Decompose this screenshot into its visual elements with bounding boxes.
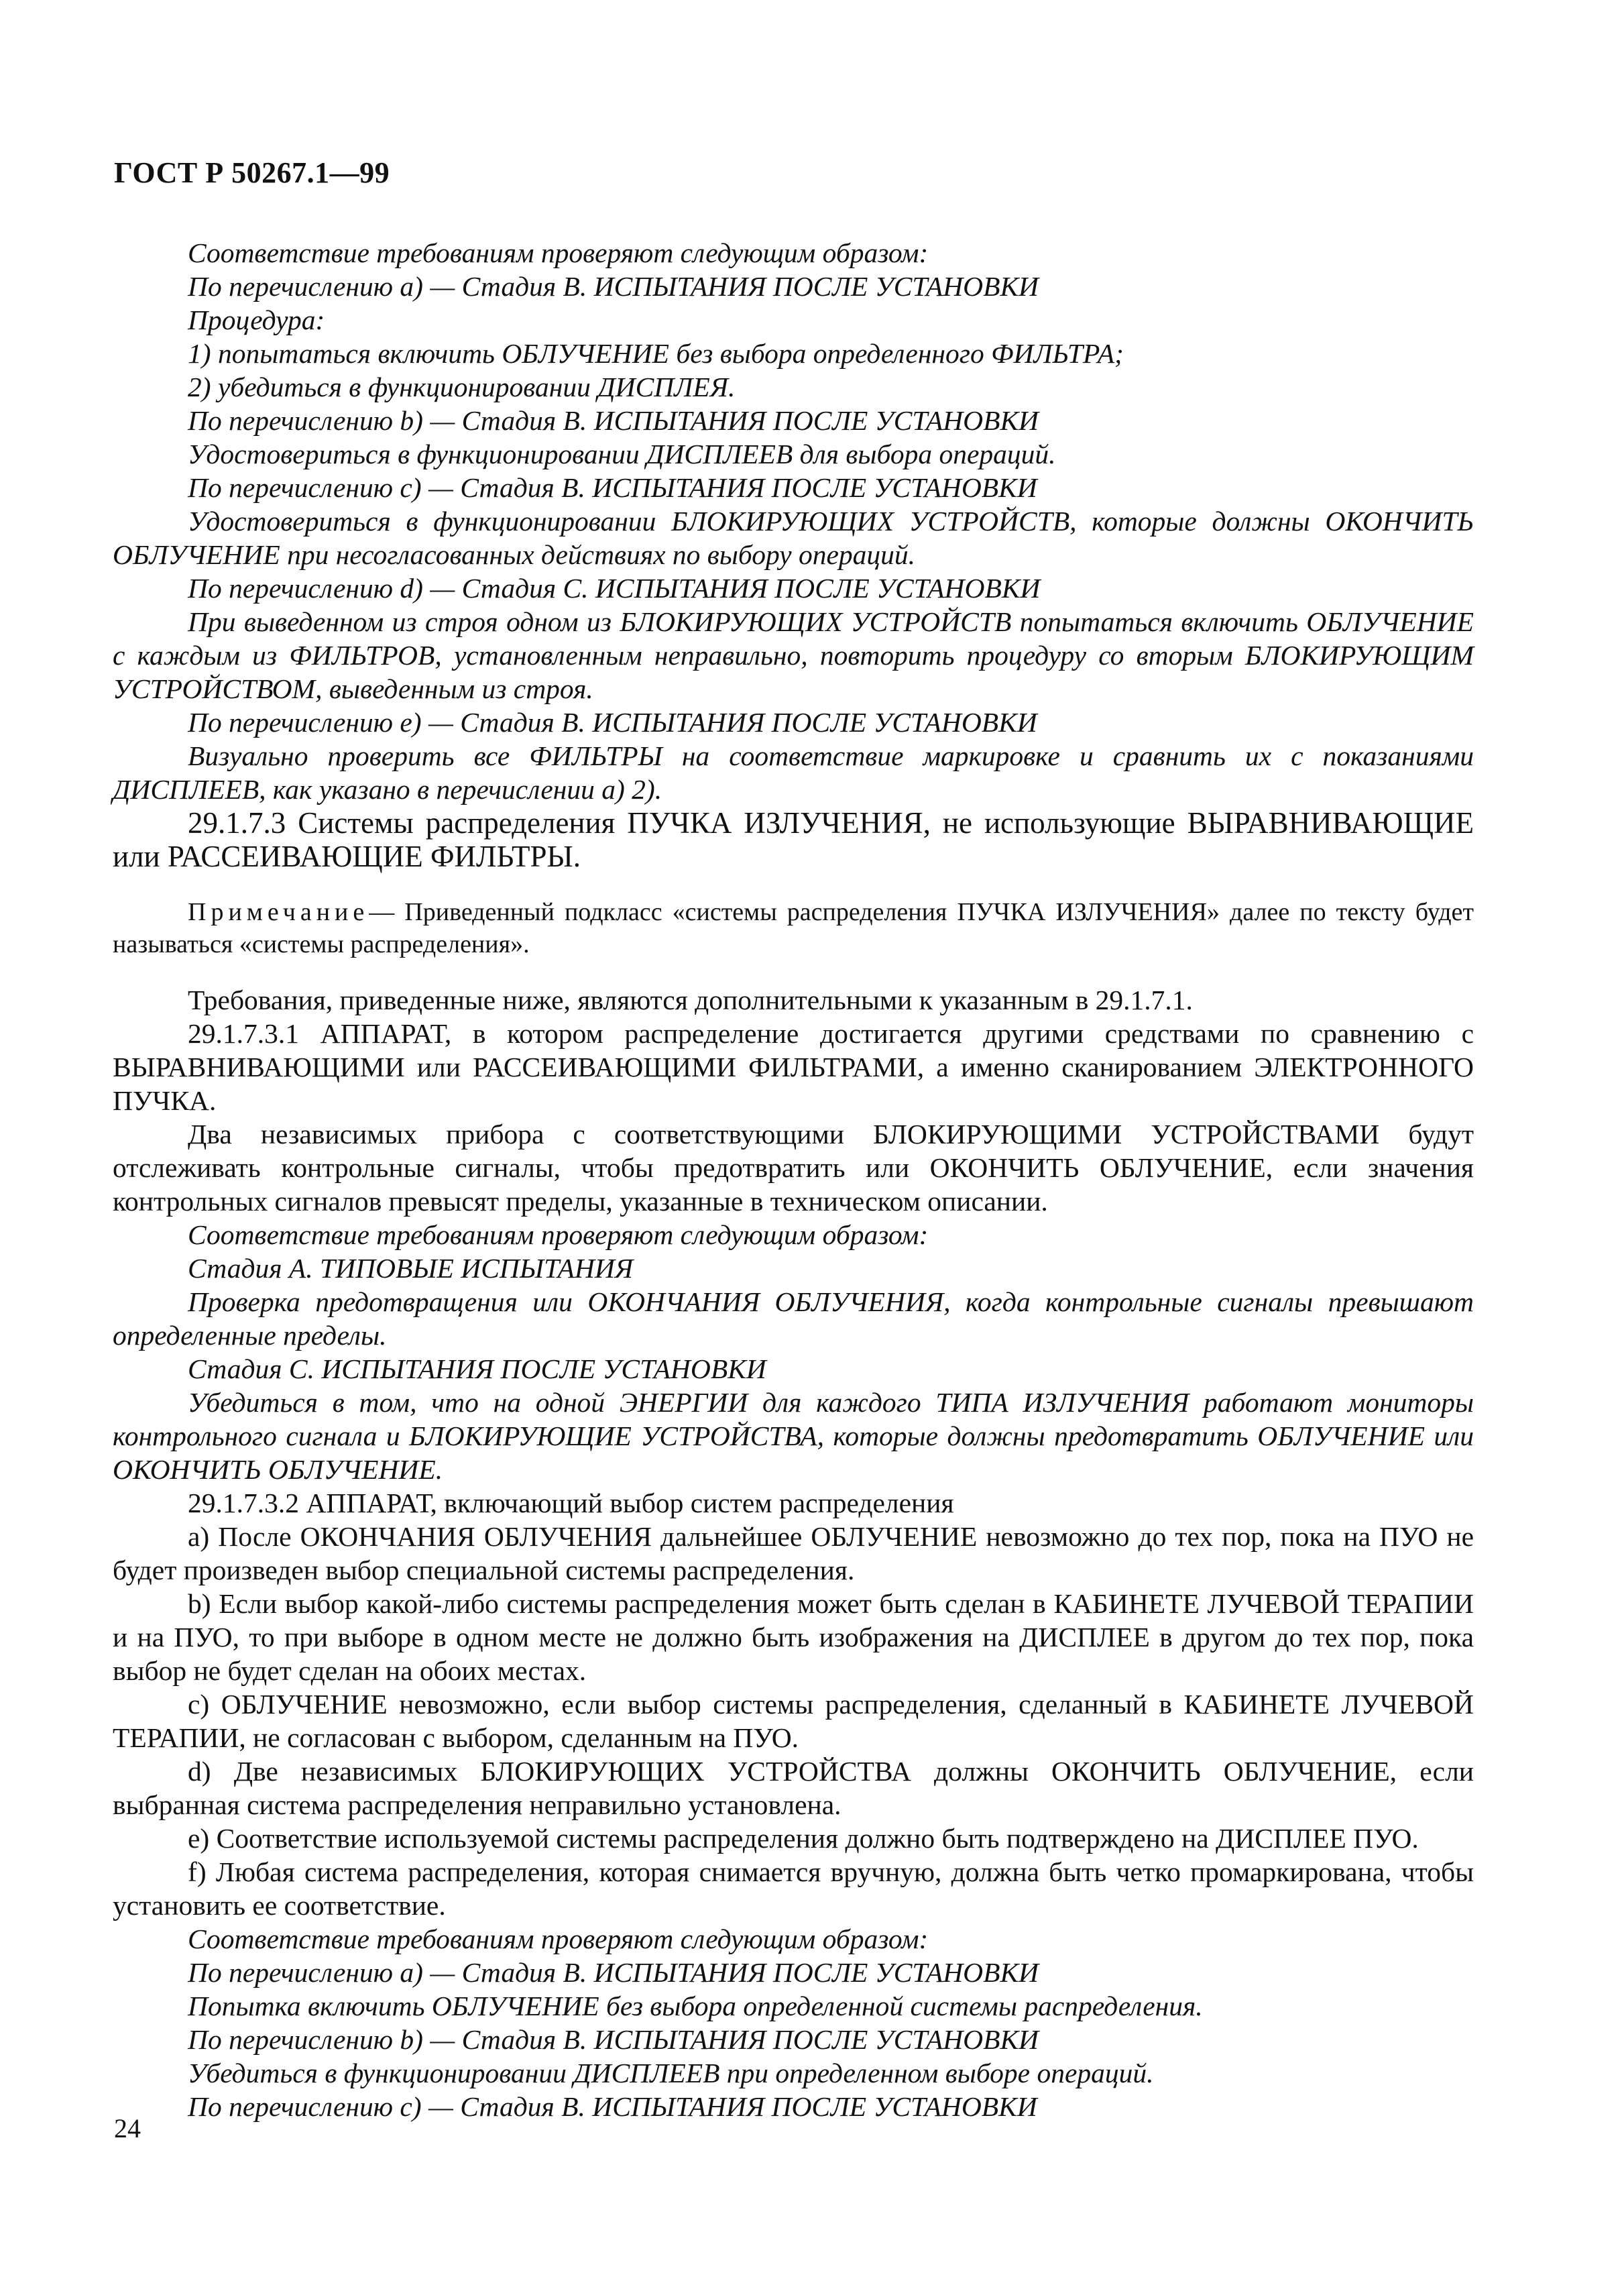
stage-a-check: Проверка предотвращения или ОКОНЧАНИЯ ОБЛУЧЕНИЯ, когда контрольные сигналы превышают определенные пределы. [113, 1286, 1474, 1351]
item-b-check: Удостовериться в функционировании ДИСПЛЕЕВ для выбора операций. [188, 439, 1056, 469]
section-29-1-7-3-1: 29.1.7.3.1 АППАРАТ, в котором распределение достигается другими средствами по сравнению с ВЫРАВНИВАЮЩИМИ или РАССЕИВАЮЩИМИ ФИЛЬТРАМИ, а именно сканированием ЭЛЕКТРОННОГО ПУЧКА. [113, 1018, 1474, 1116]
compliance-intro-3: Соответствие требованиям проверяют следующим образом: [188, 1923, 929, 1954]
requirement-b: b) Если выбор какой-либо системы распределения может быть сделан в КАБИНЕТЕ ЛУЧЕВОЙ ТЕРАПИИ и на ПУО, то при выборе в одном месте не должно быть изображения на ДИСПЛЕЕ в другом до тех пор, пока выбор не будет сделан на обоих местах. [113, 1588, 1474, 1686]
check-a-stage: По перечислению а) — Стадия В. ИСПЫТАНИЯ ПОСЛЕ УСТАНОВКИ [188, 1957, 1039, 1988]
section-29-1-7-3-heading: 29.1.7.3 Системы распределения ПУЧКА ИЗЛУЧЕНИЯ, не использующие ВЫРАВНИВАЮЩИЕ или РАССЕИВАЮЩИЕ ФИЛЬТРЫ. [113, 806, 1474, 873]
item-a-stage: По перечислению а) — Стадия В. ИСПЫТАНИЯ ПОСЛЕ УСТАНОВКИ [188, 271, 1039, 302]
page-number: 24 [114, 2113, 141, 2143]
note-text: — Приведенный подкласс «системы распределения ПУЧКА ИЗЛУЧЕНИЯ» далее по тексту будет называться «системы распределения». [113, 898, 1474, 958]
requirement-c: с) ОБЛУЧЕНИЕ невозможно, если выбор системы распределения, сделанный в КАБИНЕТЕ ЛУЧЕВОЙ ТЕРАПИИ, не согласован с выбором, сделанным на ПУО. [113, 1689, 1474, 1753]
compliance-intro-2: Соответствие требованиям проверяют следующим образом: [188, 1219, 929, 1250]
item-e-check: Визуально проверить все ФИЛЬТРЫ на соответствие маркировке и сравнить их с показаниями ДИСПЛЕЕВ, как указано в перечислении а) 2). [113, 740, 1474, 805]
monitors-paragraph: Два независимых прибора с соответствующими БЛОКИРУЮЩИМИ УСТРОЙСТВАМИ будут отслеживать контрольные сигналы, чтобы предотвратить или ОКОНЧИТЬ ОБЛУЧЕНИЕ, если значения контрольных сигналов превысят пределы, указанные в техническом описании. [113, 1119, 1474, 1217]
item-c-check: Удостовериться в функционировании БЛОКИРУЮЩИХ УСТРОЙСТВ, которые должны ОКОНЧИТЬ ОБЛУЧЕНИЕ при несогласованных действиях по выбору операций. [113, 506, 1474, 570]
item-c-stage: По перечислению с) — Стадия В. ИСПЫТАНИЯ ПОСЛЕ УСТАНОВКИ [188, 472, 1037, 503]
requirement-e: е) Соответствие используемой системы распределения должно быть подтверждено на ДИСПЛЕЕ ПУО. [188, 1823, 1419, 1854]
item-d-check: При выведенном из строя одном из БЛОКИРУЮЩИХ УСТРОЙСТВ попытаться включить ОБЛУЧЕНИЕ с каждым из ФИЛЬТРОВ, установленным неправильно, повторить процедуру со вторым БЛОКИРУЮЩИМ УСТРОЙСТВОМ, выведенным из строя. [113, 606, 1474, 704]
requirement-a: а) После ОКОНЧАНИЯ ОБЛУЧЕНИЯ дальнейшее ОБЛУЧЕНИЕ невозможно до тех пор, пока на ПУО не будет произведен выбор специальной системы распределения. [113, 1521, 1474, 1585]
procedure-label: Процедура: [188, 304, 325, 335]
stage-c-after-install: Стадия С. ИСПЫТАНИЯ ПОСЛЕ УСТАНОВКИ [188, 1353, 766, 1384]
check-c-stage: По перечислению с) — Стадия В. ИСПЫТАНИЯ ПОСЛЕ УСТАНОВКИ [188, 2091, 1037, 2122]
document-body [113, 236, 1474, 2123]
stage-a-type-tests: Стадия А. ТИПОВЫЕ ИСПЫТАНИЯ [188, 1253, 634, 1284]
check-b-text: Убедиться в функционировании ДИСПЛЕЕВ при определенном выборе операций. [188, 2058, 1154, 2088]
document-header: ГОСТ Р 50267.1—99 [114, 156, 390, 189]
stage-c-check: Убедиться в том, что на одной ЭНЕРГИИ для каждого ТИПА ИЗЛУЧЕНИЯ работают мониторы контрольного сигнала и БЛОКИРУЮЩИЕ УСТРОЙСТВА, которые должны предотвратить ОБЛУЧЕНИЕ или ОКОНЧИТЬ ОБЛУЧЕНИЕ. [113, 1387, 1474, 1485]
note-label: Примечание [188, 898, 369, 926]
procedure-step-2: 2) убедиться в функционировании ДИСПЛЕЯ. [188, 372, 736, 402]
check-a-text: Попытка включить ОБЛУЧЕНИЕ без выбора определенной системы распределения. [188, 1991, 1203, 2021]
requirements-intro: Требования, приведенные ниже, являются дополнительными к указанным в 29.1.7.1. [188, 985, 1193, 1015]
item-d-stage: По перечислению d) — Стадия С. ИСПЫТАНИЯ ПОСЛЕ УСТАНОВКИ [188, 573, 1041, 604]
procedure-step-1: 1) попытаться включить ОБЛУЧЕНИЕ без выбора определенного ФИЛЬТРА; [188, 338, 1124, 369]
check-b-stage: По перечислению b) — Стадия В. ИСПЫТАНИЯ ПОСЛЕ УСТАНОВКИ [188, 2024, 1039, 2055]
requirement-d: d) Две независимых БЛОКИРУЮЩИХ УСТРОЙСТВА должны ОКОНЧИТЬ ОБЛУЧЕНИЕ, если выбранная система распределения неправильно установлена. [113, 1756, 1474, 1820]
note [113, 896, 1474, 960]
requirement-f: f) Любая система распределения, которая снимается вручную, должна быть четко промаркирована, чтобы установить ее соответствие. [113, 1856, 1474, 1921]
section-29-1-7-3-2: 29.1.7.3.2 АППАРАТ, включающий выбор систем распределения [188, 1488, 954, 1518]
item-b-stage: По перечислению b) — Стадия В. ИСПЫТАНИЯ ПОСЛЕ УСТАНОВКИ [188, 405, 1039, 436]
compliance-intro: Соответствие требованиям проверяют следующим образом: [188, 237, 929, 268]
item-e-stage: По перечислению е) — Стадия В. ИСПЫТАНИЯ ПОСЛЕ УСТАНОВКИ [188, 707, 1037, 738]
